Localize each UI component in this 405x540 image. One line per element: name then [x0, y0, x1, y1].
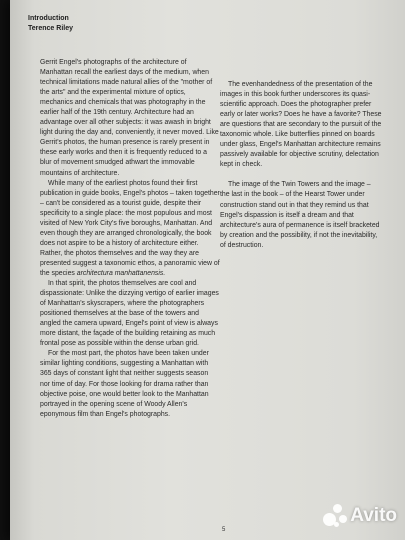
paragraph: Gerrit Engel's photographs of the architecture of Manhattan recall the earliest days of the medium, when technical limitations made natural allies of the "mother of the arts" and the experimental mixture of optics, mechanics and chemicals that was photography in the earlier half of the 19th century. Architecture had an advantage over all other subjects: it was awash in bright light during the day and, conveniently, it never moved. Like Gerrit's photos, the human presence is rarely present in these early works and then it is frequently reduced to a blur of movement smudged athwart the immovable mountains of architecture.	[40, 59, 219, 177]
italic-species-name: architectura manhattanensis.	[76, 269, 166, 277]
chapter-header	[28, 14, 73, 33]
watermark-text: Avito	[350, 505, 397, 526]
paragraph: The image of the Twin Towers and the image – the last in the book – of the Hearst Tower under construction stand out in that they remind us that Engel's dispassion is itself a dream and that architecture's aura of permanence is itself bracketed by creation and the possibility, if not the inevitability, of destruction.	[220, 181, 380, 249]
avito-dots-logo-icon	[323, 504, 347, 528]
right-text-column	[220, 80, 382, 251]
paragraph-text: While many of the earliest photos found their first publication in guide books, Engel's photos – taken together – can't be considered as a tourist guide, despite their specificity to a single place: the most populous and most visited of New York City's five boroughs, Manhattan. And even though they are arranged chronologically, the book does not aspire to be a history of architecture either. Rather, the photos themselves and the way they are presented suggest a taxonomic ethos, a panoramic view of the species	[40, 179, 220, 277]
left-text-column	[40, 58, 220, 420]
section-title: Introduction	[28, 15, 69, 22]
paragraph: The evenhandedness of the presentation of the images in this book further underscores its quasi-scientific approach. Does the photographer prefer early or later works? Does he have a favorite? These are questions that are secondary to the pursuit of the taxonomic whole. Like butterflies pinned on boards under glass, Engel's Manhattan architecture remains passively available for objective scrutiny, delectation kept in check.	[220, 81, 382, 169]
paragraph: In that spirit, the photos themselves are cool and dispassionate: Unlike the dizzying vertigo of earlier images of Manhattan's skyscrapers, where the photographers positioned themselves at the base of the towers and angled the camera upward, Engel's point of view is always more distant, the façade of the building retaining as much frontal pose as possible within the dense urban grid.	[40, 280, 219, 348]
page-number: 5	[222, 527, 226, 533]
paragraph	[40, 179, 220, 279]
avito-watermark	[323, 504, 397, 528]
paragraph: For the most part, the photos have been taken under similar lighting conditions, suggesting a Manhattan with 365 days of constant light that neither suggests season nor time of day. For those looking for drama rather than objective poise, one would better look to the Manhattan portrayed in the opening scene of Woody Allen's eponymous film than Engel's photographs.	[40, 350, 209, 418]
book-page	[10, 0, 405, 540]
author-name: Terence Riley	[28, 24, 74, 32]
